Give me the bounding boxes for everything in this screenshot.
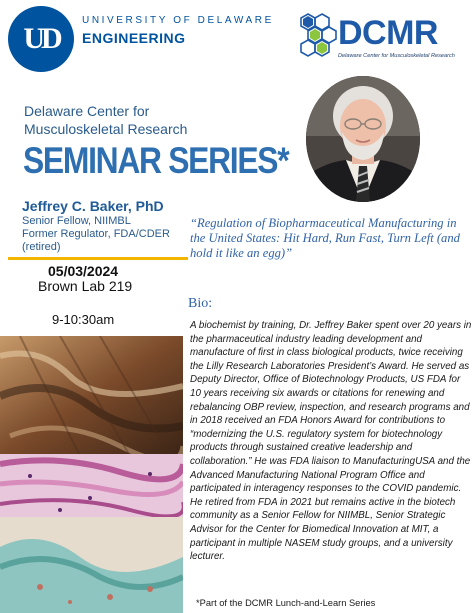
talk-title: “Regulation of Biopharmaceutical Manufacturing in the United States: Hit Hard, Run Fast, Turn Left (and hold it like an egg)” — [190, 216, 460, 260]
speaker-portrait — [306, 76, 420, 202]
series-footnote: *Part of the DCMR Lunch-and-Learn Series — [196, 598, 376, 608]
speaker-role-3: (retired) — [22, 241, 61, 253]
speaker-portrait-image — [306, 76, 420, 202]
histology-image-3 — [0, 517, 183, 613]
gold-divider — [8, 257, 188, 260]
dcmr-hexagon-logo-icon — [298, 12, 340, 64]
bio-text: A biochemist by training, Dr. Jeffrey Baker spent over 20 years in the pharmaceutical industry leading development and manufacture of first in class biological products, twice receiving the Lilly Research Laboratories President’s Award. He served as Deputy Director, Office of Biotechnology Products, US FDA for 10 years receiving six awards or citations for renewing and rebalancing OBP review, inspection, and research programs and in 2018 received an FDA Honors Award for contributions to “modernizing the U.S. regulatory system for biotechnology products through sustained creative leadership and collaboration.” He was FDA liaison to ManufacturingUSA and the Advanced Manufacturing National Program Office and participated in interagency responses to the COVID pandemic. He retired from FDA in 2021 but remains active in the biotech community as a Senior Fellow for NIIMBL, Senior Strategic Advisor for the Center for Biomedical Innovation at MIT, a participant in multiple NASEM study groups, and a university lecturer. — [190, 320, 472, 563]
event-location: Brown Lab 219 — [38, 278, 133, 294]
speaker-role-1: Senior Fellow, NIIMBL — [22, 215, 131, 227]
university-name: UNIVERSITY OF DELAWARE — [82, 15, 274, 26]
dcmr-full-name: Delaware Center for Musculoskeletal Research — [338, 53, 455, 59]
dcmr-acronym: DCMR — [338, 14, 438, 52]
histology-image-2-graphic — [0, 454, 183, 518]
department-name: ENGINEERING — [82, 30, 186, 46]
bio-heading: Bio: — [188, 296, 213, 311]
histology-image-1-graphic — [0, 336, 183, 456]
center-name-line1: Delaware Center for — [24, 103, 150, 119]
histology-image-2 — [0, 454, 183, 518]
speaker-name: Jeffrey C. Baker, PhD — [22, 198, 164, 214]
ud-logo — [8, 6, 74, 72]
speaker-role-2: Former Regulator, FDA/CDER — [22, 228, 170, 240]
ud-logo-letters: UD — [23, 22, 59, 55]
histology-image-1 — [0, 336, 183, 456]
event-date: 05/03/2024 — [48, 263, 119, 279]
seminar-series-title: SEMINAR SERIES* — [23, 140, 289, 181]
center-name-line2: Musculoskeletal Research — [24, 121, 188, 137]
event-time: 9-10:30am — [52, 312, 115, 327]
histology-image-3-graphic — [0, 517, 183, 613]
